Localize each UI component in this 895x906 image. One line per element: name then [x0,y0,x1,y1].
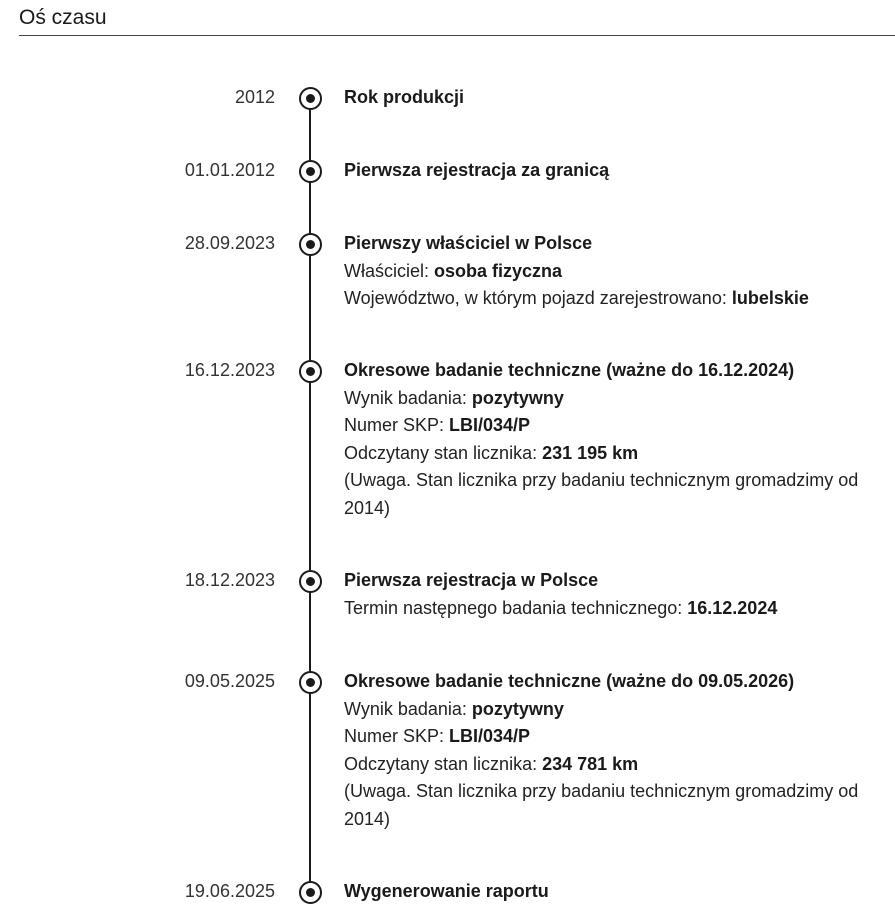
timeline-marker-icon [299,160,322,183]
timeline-marker-icon [299,233,322,256]
timeline-marker-icon [299,881,322,904]
event-title: Pierwsza rejestracja w Polsce [344,570,599,590]
event-detail-skp-number: Numer SKP: LBI/034/P [344,726,531,746]
section-title: Oś czasu [19,6,107,29]
event-detail-odometer: Odczytany stan licznika: 231 195 km [344,442,639,463]
event-body [344,567,884,622]
event-date: 18.12.2023 [184,570,275,590]
event-title: Okresowe badanie techniczne (ważne do 16.12.2024) [344,360,795,380]
event-body [344,84,884,112]
section-header [19,4,895,36]
event-date: 09.05.2025 [184,671,275,691]
event-title: Okresowe badanie techniczne (ważne do 09.05.2026) [344,671,795,691]
event-date: 19.06.2025 [184,881,275,901]
event-note: (Uwaga. Stan licznika przy badaniu technicznym gromadzimy od 2014) [344,470,859,518]
event-title: Rok produkcji [344,87,465,107]
timeline-marker-icon [299,671,322,694]
event-date: 28.09.2023 [184,233,275,253]
event-title: Pierwsza rejestracja za granicą [344,160,610,180]
event-detail-next-inspection: Termin następnego badania technicznego: 16.12.2024 [344,597,778,618]
event-body [344,878,884,906]
event-detail-result: Wynik badania: pozytywny [344,698,564,719]
event-body [344,357,884,522]
timeline-marker-icon [299,87,322,110]
event-body [344,157,884,185]
timeline-marker-icon [299,570,322,593]
event-body [344,230,884,313]
event-date: 16.12.2023 [184,360,275,380]
timeline-marker-icon [299,360,322,383]
event-detail-result: Wynik badania: pozytywny [344,387,564,408]
event-body [344,668,884,833]
event-detail-odometer: Odczytany stan licznika: 234 781 km [344,753,639,774]
event-date: 2012 [234,87,275,107]
timeline-line [309,97,311,902]
event-detail-skp-number: Numer SKP: LBI/034/P [344,415,531,435]
event-note: (Uwaga. Stan licznika przy badaniu technicznym gromadzimy od 2014) [344,781,859,829]
event-detail-voivodeship: Województwo, w którym pojazd zarejestrowano: lubelskie [344,288,809,308]
event-title: Pierwszy właściciel w Polsce [344,233,593,253]
event-title: Wygenerowanie raportu [344,881,549,901]
event-date: 01.01.2012 [184,160,275,180]
event-detail-owner: Właściciel: osoba fizyczna [344,260,563,281]
